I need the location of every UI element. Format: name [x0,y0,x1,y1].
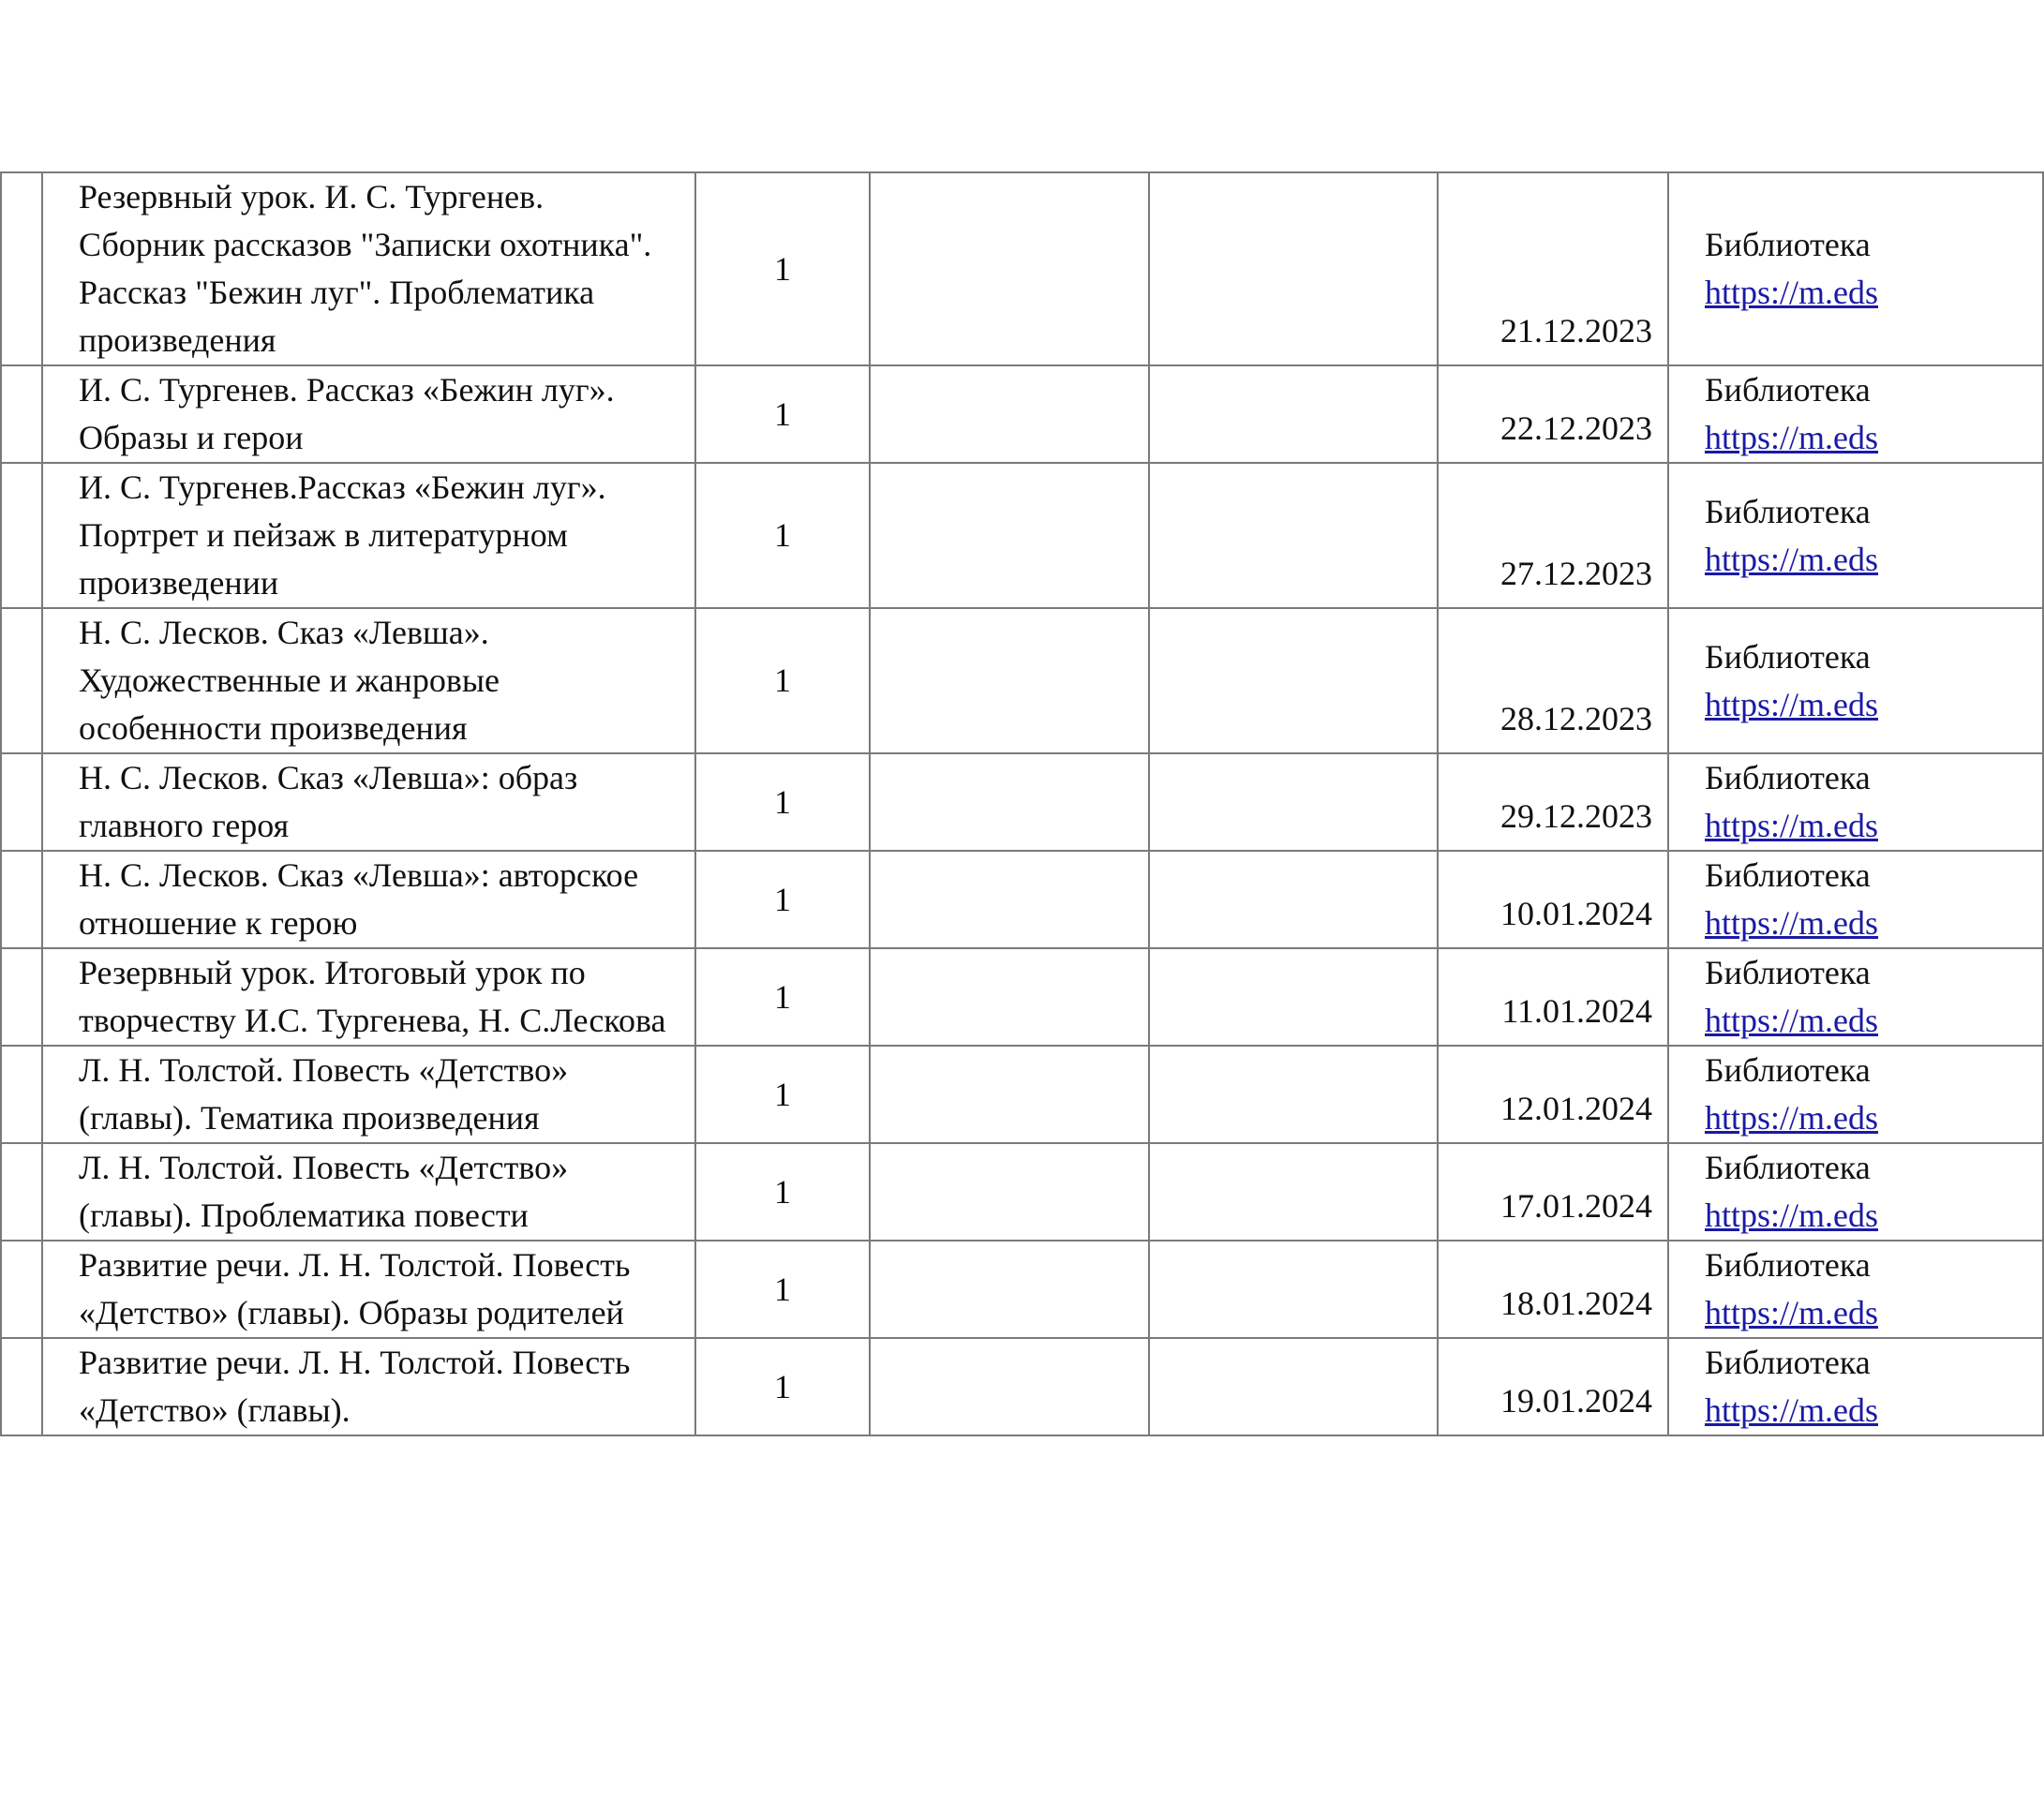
resource-label: Библиотека [1705,759,1871,796]
resource-cell [1668,851,2043,948]
practical-works-cell [1149,753,1438,851]
table-row [1,463,2043,608]
resource-link[interactable]: https://m.eds [1705,685,1879,723]
table-row [1,365,2043,463]
resource-link[interactable]: https://m.eds [1705,1294,1879,1331]
topic-cell [42,172,695,365]
lesson-table-wrapper [0,171,1879,1436]
row-number-cell [1,851,42,948]
table-row [1,851,2043,948]
date-cell: 11.01.2024 [1438,948,1668,1046]
row-number-cell [1,1241,42,1338]
resource-label: Библиотека [1705,1246,1871,1284]
control-works-cell [870,851,1149,948]
resource-link[interactable]: https://m.eds [1705,904,1879,942]
control-works-cell [870,753,1149,851]
resource-link[interactable]: https://m.eds [1705,1391,1879,1429]
hours-cell: 1 [695,753,870,851]
hours-cell: 1 [695,1338,870,1435]
control-works-cell [870,1143,1149,1241]
row-number-cell [1,753,42,851]
resource-label: Библиотека [1705,492,1871,530]
topic-cell [42,1241,695,1338]
hours-cell: 1 [695,365,870,463]
table-row [1,1046,2043,1143]
resource-link[interactable]: https://m.eds [1705,1099,1879,1137]
topic-cell [42,463,695,608]
resource-cell [1668,948,2043,1046]
resource-link[interactable]: https://m.eds [1705,1002,1879,1039]
resource-label: Библиотека [1705,1344,1871,1381]
resource-cell [1668,172,2043,365]
table-row [1,608,2043,753]
resource-label: Библиотека [1705,226,1871,263]
row-number-cell [1,1143,42,1241]
row-number-cell [1,365,42,463]
table-row [1,172,2043,365]
resource-link[interactable]: https://m.eds [1705,274,1879,311]
topic-text: Л. Н. Толстой. Повесть «Детство» (главы). Тематика произведения [79,1051,569,1137]
hours-cell: 1 [695,463,870,608]
practical-works-cell [1149,608,1438,753]
topic-text: Н. С. Лесков. Сказ «Левша»: авторское отношение к герою [79,856,639,942]
control-works-cell [870,1338,1149,1435]
date-cell: 21.12.2023 [1438,172,1668,365]
table-row [1,753,2043,851]
table-row [1,1338,2043,1435]
topic-text: Н. С. Лесков. Сказ «Левша». Художественные и жанровые особенности произведения [79,614,500,747]
hours-cell: 1 [695,851,870,948]
hours-cell: 1 [695,1143,870,1241]
row-number-cell [1,463,42,608]
resource-cell [1668,1241,2043,1338]
resource-cell [1668,608,2043,753]
table-row [1,1143,2043,1241]
resource-label: Библиотека [1705,637,1871,676]
practical-works-cell [1149,1143,1438,1241]
topic-cell [42,1338,695,1435]
practical-works-cell [1149,1241,1438,1338]
resource-cell [1668,1046,2043,1143]
control-works-cell [870,172,1149,365]
resource-label: Библиотека [1705,1051,1871,1089]
topic-cell [42,948,695,1046]
resource-cell [1668,365,2043,463]
row-number-cell [1,172,42,365]
hours-cell: 1 [695,948,870,1046]
topic-text: И. С. Тургенев.Рассказ «Бежин луг». Портрет и пейзаж в литературном произведении [79,468,606,602]
practical-works-cell [1149,172,1438,365]
topic-cell [42,1143,695,1241]
date-cell: 18.01.2024 [1438,1241,1668,1338]
practical-works-cell [1149,1338,1438,1435]
topic-cell [42,1046,695,1143]
topic-text: Н. С. Лесков. Сказ «Левша»: образ главного героя [79,759,578,844]
resource-link[interactable]: https://m.eds [1705,419,1879,456]
row-number-cell [1,608,42,753]
hours-cell: 1 [695,608,870,753]
topic-text: Л. Н. Толстой. Повесть «Детство» (главы). Проблематика повести [79,1149,569,1234]
date-cell: 10.01.2024 [1438,851,1668,948]
date-cell: 19.01.2024 [1438,1338,1668,1435]
resource-cell [1668,753,2043,851]
resource-label: Библиотека [1705,856,1871,894]
topic-text: И. С. Тургенев. Рассказ «Бежин луг». Образы и герои [79,371,615,456]
topic-text: Резервный урок. И. С. Тургенев. Сборник рассказов "Записки охотника". Рассказ "Бежин луг". Проблематика произведения [79,178,652,359]
practical-works-cell [1149,463,1438,608]
table-row [1,1241,2043,1338]
table-row [1,948,2043,1046]
date-cell: 27.12.2023 [1438,463,1668,608]
date-cell: 29.12.2023 [1438,753,1668,851]
hours-cell: 1 [695,172,870,365]
hours-cell: 1 [695,1046,870,1143]
row-number-cell [1,948,42,1046]
control-works-cell [870,365,1149,463]
resource-link[interactable]: https://m.eds [1705,807,1879,844]
practical-works-cell [1149,1046,1438,1143]
control-works-cell [870,608,1149,753]
date-cell: 28.12.2023 [1438,608,1668,753]
row-number-cell [1,1338,42,1435]
control-works-cell [870,463,1149,608]
resource-link[interactable]: https://m.eds [1705,1197,1879,1234]
row-number-cell [1,1046,42,1143]
resource-label: Библиотека [1705,954,1871,991]
control-works-cell [870,948,1149,1046]
resource-link[interactable]: https://m.eds [1705,540,1879,578]
control-works-cell [870,1046,1149,1143]
topic-text: Развитие речи. Л. Н. Толстой. Повесть «Детство» (главы). Образы родителей [79,1246,631,1331]
resource-cell [1668,463,2043,608]
resource-cell [1668,1338,2043,1435]
topic-cell [42,851,695,948]
resource-label: Библиотека [1705,1149,1871,1186]
practical-works-cell [1149,851,1438,948]
date-cell: 22.12.2023 [1438,365,1668,463]
topic-cell [42,608,695,753]
date-cell: 17.01.2024 [1438,1143,1668,1241]
resource-label: Библиотека [1705,371,1871,409]
topic-text: Резервный урок. Итоговый урок по творчеству И.С. Тургенева, Н. С.Лескова [79,954,666,1039]
resource-cell [1668,1143,2043,1241]
topic-cell [42,365,695,463]
topic-text: Развитие речи. Л. Н. Толстой. Повесть «Детство» (главы). [79,1344,631,1429]
practical-works-cell [1149,365,1438,463]
hours-cell: 1 [695,1241,870,1338]
date-cell: 12.01.2024 [1438,1046,1668,1143]
lesson-plan-table [0,171,2044,1436]
control-works-cell [870,1241,1149,1338]
practical-works-cell [1149,948,1438,1046]
topic-cell [42,753,695,851]
